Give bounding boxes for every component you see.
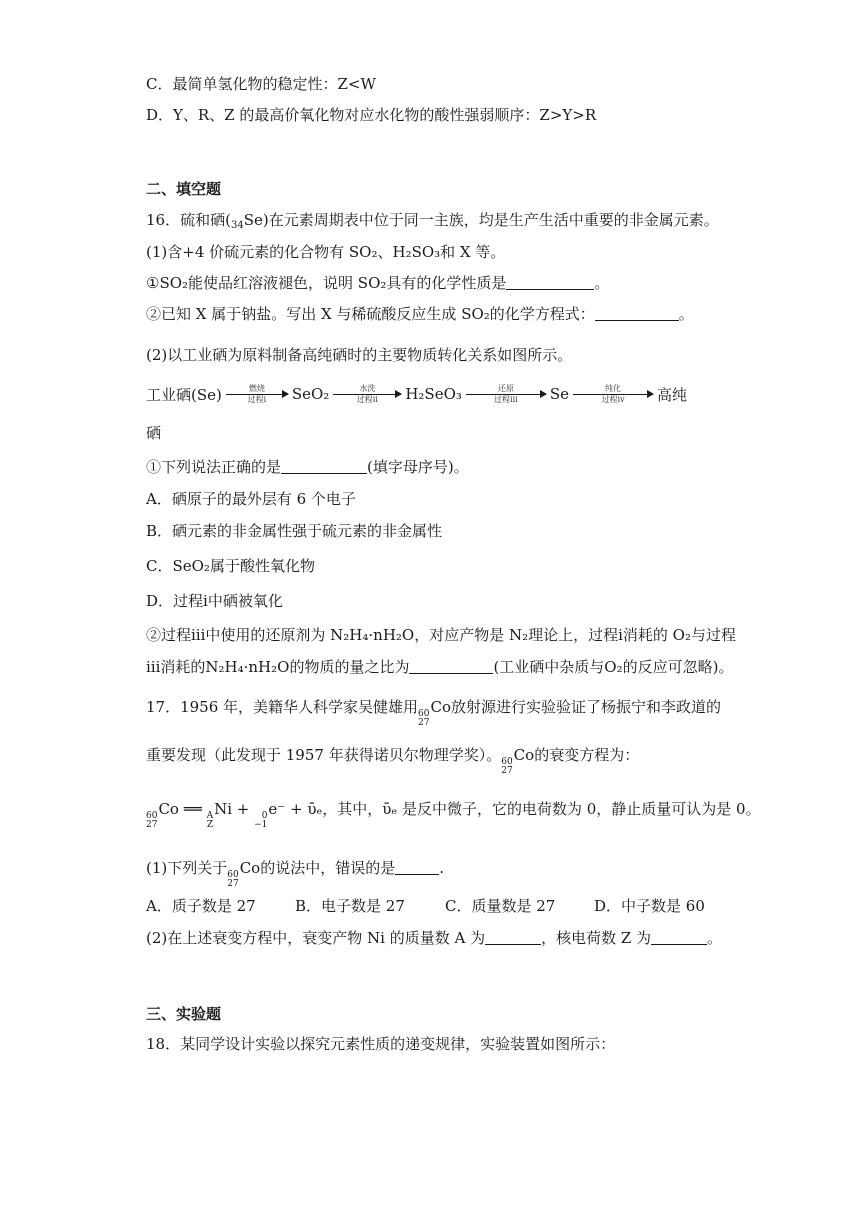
flow-end-wrap: 硒 [146,424,162,442]
atomic-number: 27 [418,718,430,728]
equation-arrow: ══ [183,800,202,818]
q17-option-a: A．质子数是 27 [146,897,256,915]
arrow-icon [226,394,288,395]
arrow-icon [466,394,546,395]
flow-arrow-1 [226,384,288,405]
flow-sub-2: H₂SeO₃ [405,385,462,403]
flow-arrow-2-step: 过程ⅱ [356,394,378,404]
q17-line2-text: 重要发现（此发现于 1957 年获得诺贝尔物理学奖）。 [146,746,502,764]
nuclide-co60 [146,812,157,830]
element-symbol: Co [158,800,179,818]
mass-number: 60 [146,811,158,821]
q17-options [146,895,705,917]
flow-arrow-3-label: 还原 [497,383,514,393]
q16-stem [146,209,719,237]
element-symbol: Co [513,746,535,764]
q16-part2b-text: ⅲ消耗的N₂H₄·nH₂O的物质的量之比为 [146,658,410,676]
q17-part1-end: . [439,859,445,877]
flow-arrow-3 [466,384,546,405]
q16-atomic-number: 34 [230,220,244,231]
q15-option-d: D．Y、R、Z 的最高价氧化物对应水化物的酸性强弱顺序：Z>Y>R [146,106,597,124]
q17-part1-text: (1)下列关于 [146,859,228,877]
nuclide-co60 [501,758,512,776]
arrow-icon [333,394,401,395]
flow-arrow-4-label: 纯化 [605,383,622,393]
q17-option-c: C．质量数是 27 [445,897,556,915]
q17-part1-mid: 的说法中，错误的是 [260,859,396,877]
electron-symbol: e⁻ [268,800,286,818]
answer-blank[interactable] [409,659,493,674]
section-heading-experiment: 三、实验题 [146,1005,222,1023]
answer-blank[interactable] [395,860,439,875]
electron [254,812,267,830]
flow-arrow-1-step: 过程ⅰ [247,394,267,404]
q16-part2b-end: (工业硒中杂质与O₂的反应可忽略)。 [493,658,734,676]
mass-number: 60 [227,870,239,880]
q17-line1-end: 放射源进行实验验证了杨振宁和李政道的 [451,698,722,716]
q16-part2b-line2 [146,656,733,678]
charge-number: −1 [254,820,268,830]
flow-sub-1: SeO₂ [291,385,330,403]
q16-part1a-end: 。 [594,274,610,292]
mass-number: 60 [418,709,430,719]
q16-option-b: B．硒元素的非金属性强于硫元素的非金属性 [146,522,443,540]
flow-arrow-3-step: 过程ⅲ [494,394,518,404]
atomic-number: 27 [227,879,239,889]
equation-explanation: ，其中，ῡₑ 是反中微子，它的电荷数为 0，静止质量可认为是 0。 [322,800,761,818]
q16-part1b [146,303,694,325]
q16-part1b-text: ②已知 X 属于钠盐。写出 X 与稀硫酸反应生成 SO₂的化学方程式： [146,305,595,323]
q17-line1-text: 17．1956 年，美籍华人科学家吴健雄用 [146,698,419,716]
arrow-icon [573,394,653,395]
antineutrino: + ῡₑ [290,800,323,818]
q16-part1: (1)含+4 价硫元素的化合物有 SO₂、H₂SO₃和 X 等。 [146,243,506,261]
q16-part2: (2)以工业硒为原料制备高纯硒时的主要物质转化关系如图所示。 [146,346,573,364]
q17-line1 [146,696,721,728]
q15-option-c: C．最简单氢化物的稳定性：Z<W [146,75,376,93]
mass-number: 0 [261,811,268,821]
element-symbol: Ni [214,800,233,818]
q16-stem-post: Se)在元素周期表中位于同一主族，均是生产生活中重要的非金属元素。 [243,211,719,229]
q16-part2a-end: (填字母序号)。 [367,458,469,476]
q16-option-a: A．硒原子的最外层有 6 个电子 [146,490,356,508]
atomic-number: 27 [146,820,158,830]
flow-sub-3: Se [549,385,570,403]
nuclide-co60 [418,710,429,728]
atomic-number: 27 [501,766,513,776]
answer-blank[interactable] [651,930,707,945]
mass-number: A [206,811,214,821]
q16-part1b-end: 。 [678,305,694,323]
mass-number: 60 [501,757,513,767]
q16-part1a [146,272,609,294]
section-heading-fill-in: 二、填空题 [146,180,222,198]
q16-option-c: C．SeO₂属于酸性氧化物 [146,557,315,575]
q17-part2-mid: ，核电荷数 Z 为 [541,929,652,947]
q17-part1 [146,857,444,889]
flow-arrow-2 [333,384,401,405]
nuclide-ni [207,812,214,830]
q16-part2b-line1: ②过程ⅲ中使用的还原剂为 N₂H₄·nH₂O，对应产物是 N₂理论上，过程ⅰ消耗的 O₂与过程 [146,626,736,644]
flow-start: 工业硒(Se) [146,385,222,404]
q17-part2 [146,927,722,949]
nuclide-co60 [227,871,238,889]
answer-blank[interactable] [506,275,594,290]
flow-arrow-4 [573,384,653,405]
flow-arrow-4-step: 过程ⅳ [601,394,625,404]
q18-stem: 18．某同学设计实验以探究元素性质的递变规律，实验装置如图所示： [146,1035,616,1053]
element-symbol: Co [239,859,261,877]
q17-line2 [146,744,639,776]
flow-arrow-1-label: 燃烧 [248,383,265,393]
q16-option-d: D．过程ⅰ中硒被氧化 [146,592,283,610]
q17-part2-end: 。 [707,929,723,947]
q17-part2-text: (2)在上述衰变方程中，衰变产物 Ni 的质量数 A 为 [146,929,486,947]
flow-arrow-2-label: 水洗 [359,383,376,393]
q17-line2-end: 的衰变方程为： [534,746,640,764]
q16-part1a-text: ①SO₂能使品红溶液褪色，说明 SO₂具有的化学性质是 [146,274,507,292]
q17-option-d: D．中子数是 60 [594,897,705,915]
q16-part2a [146,456,469,478]
selenium-process-flow [146,376,687,412]
q17-option-b: B．电子数是 27 [295,897,405,915]
answer-blank[interactable] [485,930,541,945]
flow-end: 高纯 [657,385,688,404]
q17-decay-equation: 60 27 Co ══ A Z Ni + 0 −1 e⁻ + ῡₑ，其中，ῡₑ 是反中微子，它的电荷数为 0，静止质量可认为是 0。 [146,800,761,830]
answer-blank[interactable] [595,306,679,321]
q16-stem-pre: 16．硫和硒( [146,211,231,229]
answer-blank[interactable] [281,459,367,474]
q16-part2a-text: ①下列说法正确的是 [146,458,282,476]
atomic-number: Z [206,820,214,830]
element-symbol: Co [430,698,451,716]
